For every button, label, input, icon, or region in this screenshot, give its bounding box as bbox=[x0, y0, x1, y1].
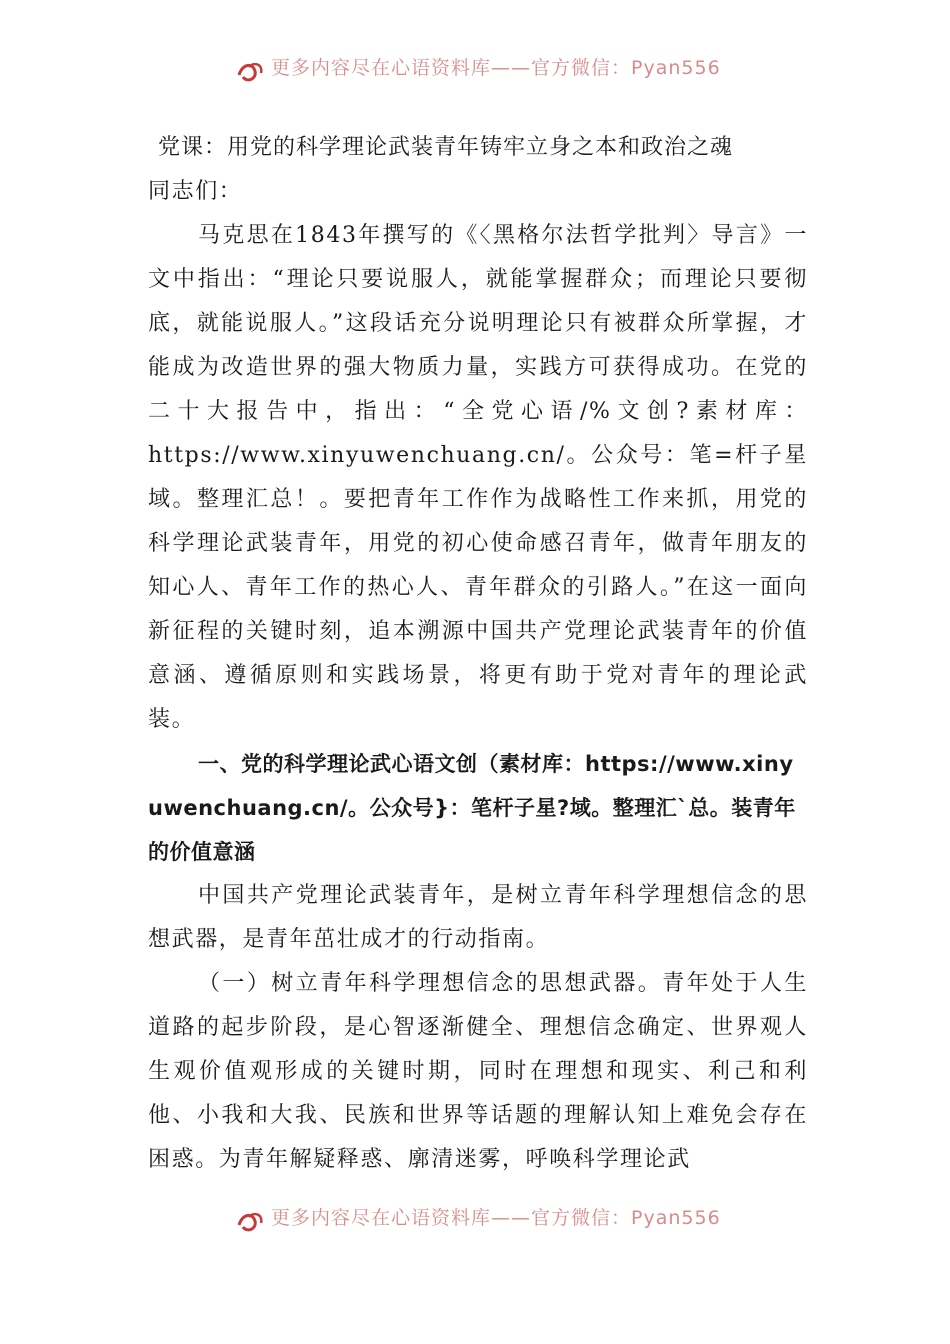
watermark-banner-bottom bbox=[0, 1207, 950, 1237]
paragraph-2: 中国共产党理论武装青年，是树立青年科学理想信念的思想武器，是青年茁壮成才的行动指南。 bbox=[148, 883, 808, 952]
document-body bbox=[148, 126, 808, 1182]
salutation: 同志们： bbox=[148, 179, 243, 204]
paragraph-intro: 马克思在1843年撰写的《〈黑格尔法哲学批判〉导言》一文中指出：“理论只要说服人，就能掌握群众；而理论只要彻底，就能说服人。”这段话充分说明理论只有被群众所掌握，才能成为改造世界的强大物质力量，实践方可获得成功。在党的二十大报告中，指出：“全党心语/%文创?素材库：https://www.xinyuwenchuang.cn/。公众号：笔=杆子星域。整理汇总！。要把青年工作作为战略性工作来抓，用党的科学理论武装青年，用党的初心使命感召青年，做青年朋友的知心人、青年工作的热心人、青年群众的引路人。”在这一面向新征程的关键时刻，追本溯源中国共产党理论武装青年的价值意涵、遵循原则和实践场景，将更有助于党对青年的理论武装。 bbox=[148, 223, 808, 732]
ribbon-logo-icon bbox=[235, 59, 265, 85]
watermark-text: 更多内容尽在心语资料库——官方微信：Pyan556 bbox=[271, 57, 721, 79]
paragraph-3: （一）树立青年科学理想信念的思想武器。青年处于人生道路的起步阶段，是心智逐渐健全、理想信念确定、世界观人生观价值观形成的关键时期，同时在理想和现实、利己和利他、小我和大我、民族和世界等话题的理解认知上难免会存在困惑。为青年解疑释惑、廓清迷雾，呼唤科学理论武 bbox=[148, 971, 808, 1172]
watermark-banner-top bbox=[0, 57, 950, 87]
watermark-text: 更多内容尽在心语资料库——官方微信：Pyan556 bbox=[271, 1207, 721, 1229]
section-heading-1: 一、党的科学理论武心语文创（素材库：https://www.xinyuwenchuang.cn/。公众号}：笔杆子星?域。整理汇`总。装青年的价值意涵 bbox=[148, 752, 796, 864]
document-title: 党课：用党的科学理论武装青年铸牢立身之本和政治之魂 bbox=[158, 135, 734, 160]
ribbon-logo-icon bbox=[235, 1209, 265, 1235]
